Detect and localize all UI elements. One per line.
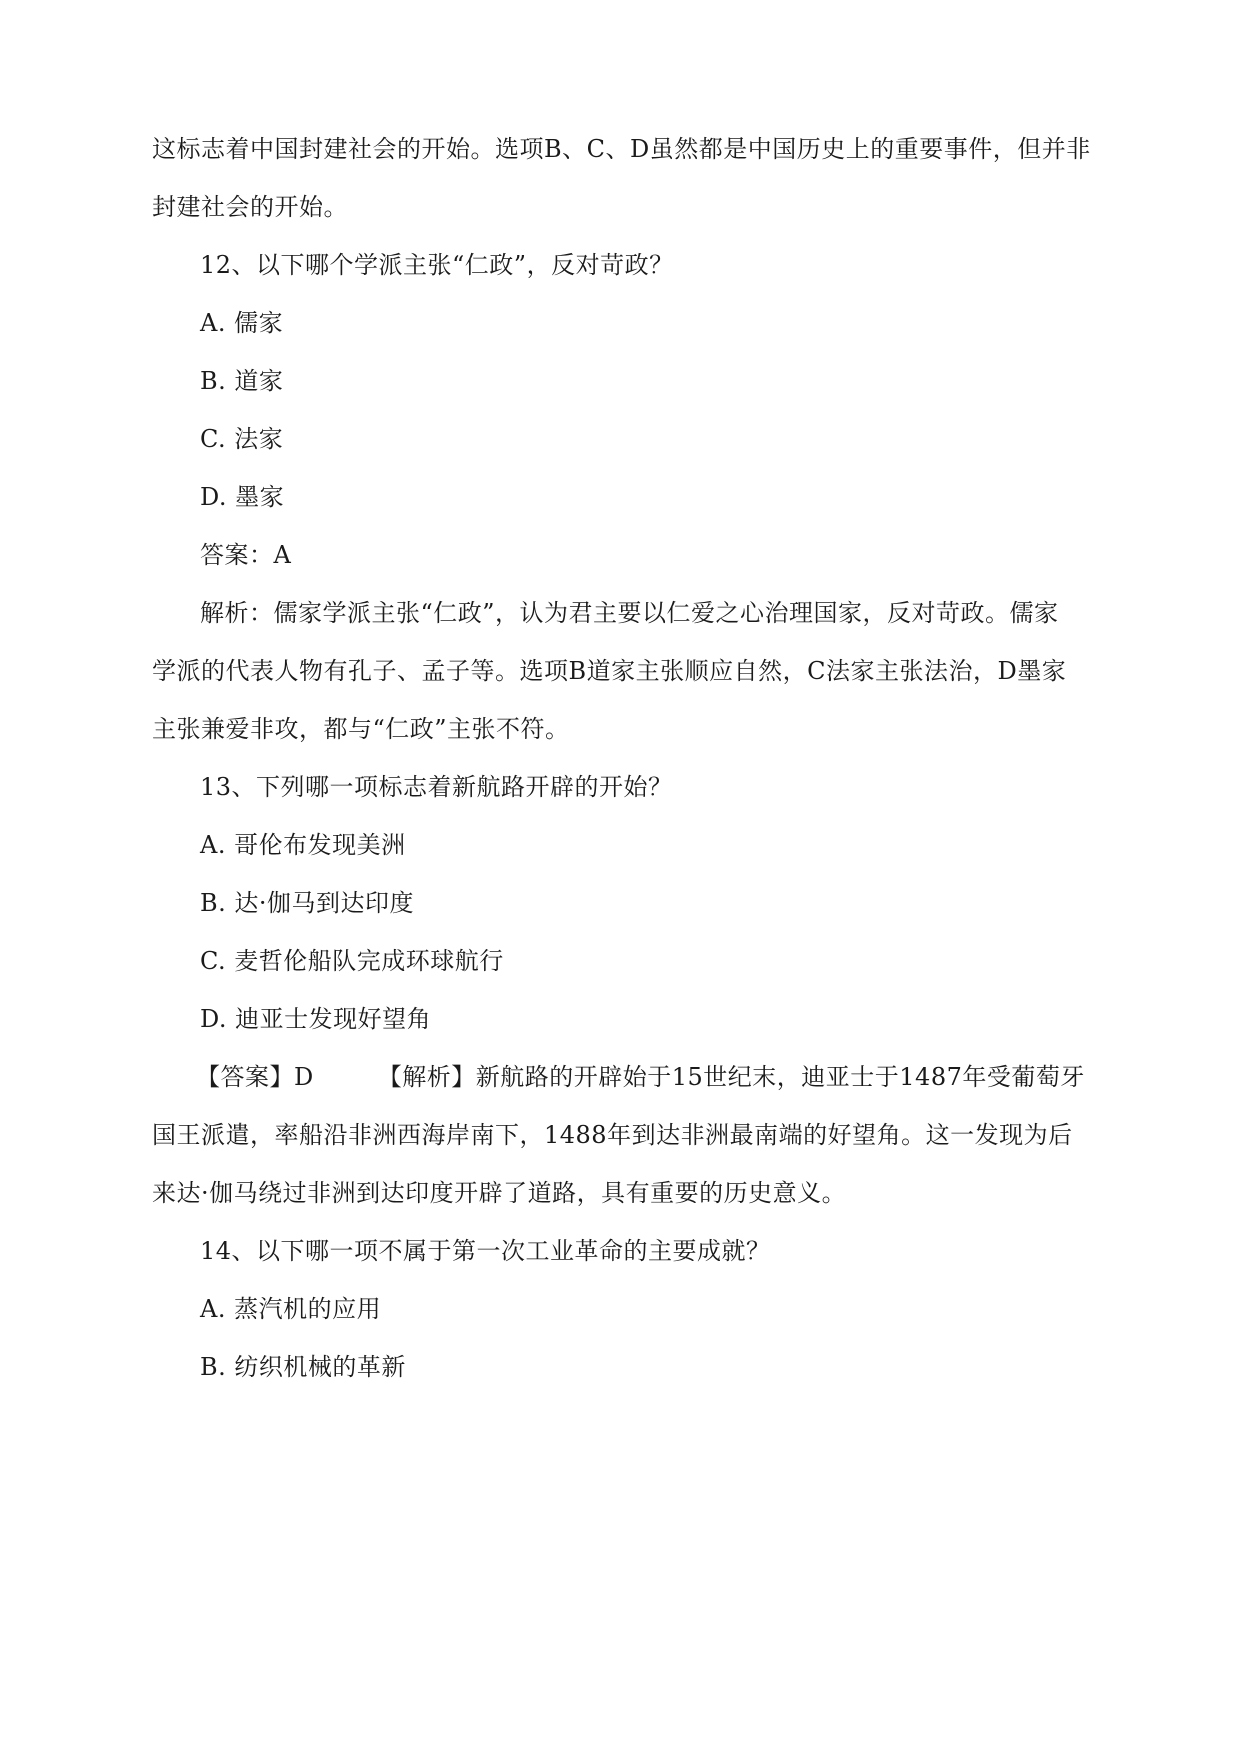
q12-option-a: A. 儒家: [200, 309, 284, 337]
q12-explanation-line-3: 主张兼爱非攻，都与“仁政”主张不符。: [152, 715, 570, 743]
q13-question: 13、下列哪一项标志着新航路开辟的开始？: [200, 773, 673, 801]
q12-explanation-line-1: 解析：儒家学派主张“仁政”，认为君主要以仁爱之心治理国家，反对苛政。儒家: [200, 599, 1059, 627]
q12-option-b: B. 道家: [200, 367, 284, 395]
q12-option-d: D. 墨家: [200, 483, 285, 511]
q12-answer: 答案：A: [200, 541, 292, 569]
q11-explanation-line-1: 这标志着中国封建社会的开始。选项B、C、D虽然都是中国历史上的重要事件，但并非: [152, 135, 1091, 163]
q13-option-c: C. 麦哲伦船队完成环球航行: [200, 947, 504, 975]
q12-option-c: C. 法家: [200, 425, 284, 453]
q12-question: 12、以下哪个学派主张“仁政”，反对苛政？: [200, 251, 674, 279]
q14-question: 14、以下哪一项不属于第一次工业革命的主要成就？: [200, 1237, 771, 1265]
q11-explanation-line-2: 封建社会的开始。: [152, 193, 348, 221]
q13-option-b: B. 达·伽马到达印度: [200, 889, 415, 917]
q13-explanation-line-2: 国王派遣，率船沿非洲西海岸南下，1488年到达非洲最南端的好望角。这一发现为后: [152, 1121, 1073, 1149]
q13-option-d: D. 迪亚士发现好望角: [200, 1005, 432, 1033]
q13-explanation-first: 【解析】新航路的开辟始于15世纪末，迪亚士于1487年受葡萄牙: [377, 1063, 1085, 1091]
q13-option-a: A. 哥伦布发现美洲: [200, 831, 406, 859]
q14-option-a: A. 蒸汽机的应用: [200, 1295, 382, 1323]
q13-explanation-line-3: 来达·伽马绕过非洲到达印度开辟了道路，具有重要的历史意义。: [152, 1179, 847, 1207]
q13-answer: 【答案】D: [196, 1063, 314, 1091]
q14-option-b: B. 纺织机械的革新: [200, 1353, 406, 1381]
q13-answer-explanation-line-1: [196, 1062, 1085, 1092]
q12-explanation-line-2: 学派的代表人物有孔子、孟子等。选项B道家主张顺应自然，C法家主张法治，D墨家: [152, 657, 1067, 685]
